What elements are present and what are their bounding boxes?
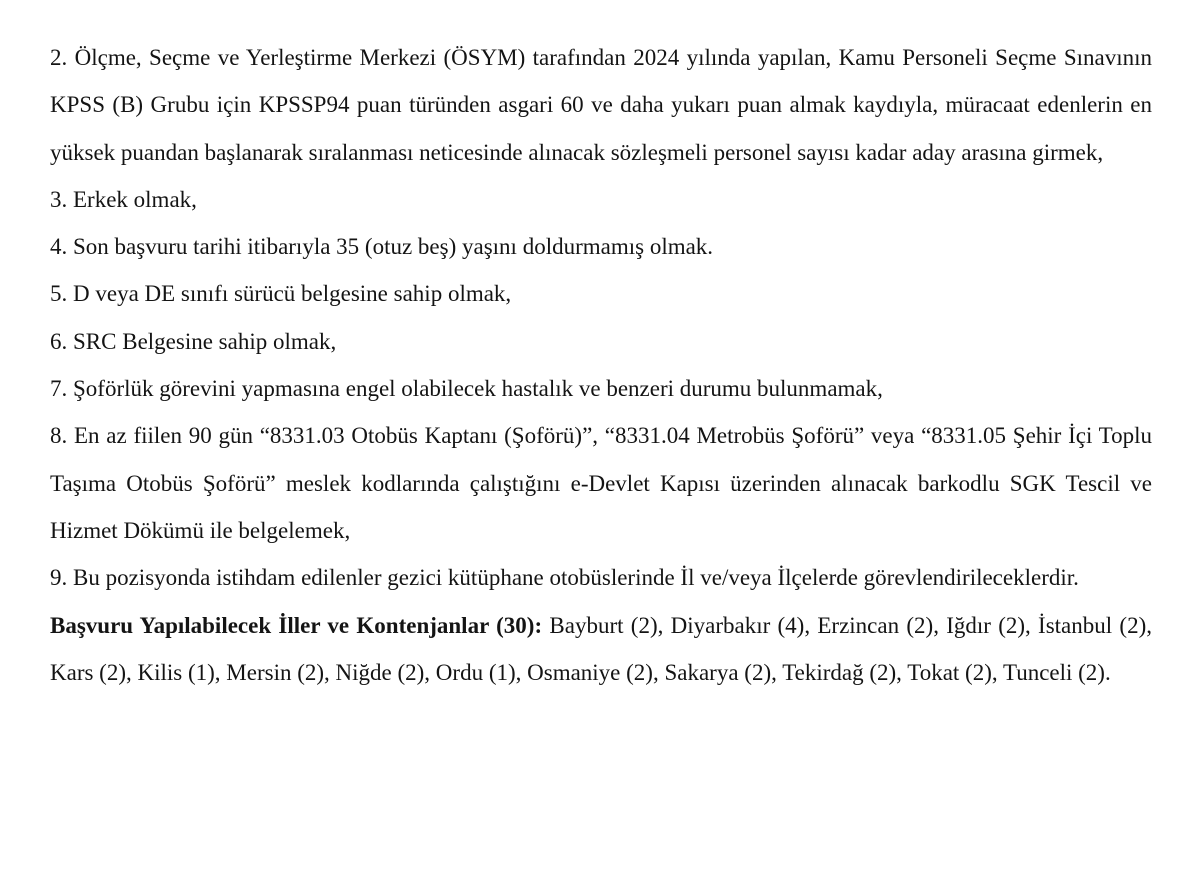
item-number: 7. (50, 376, 68, 402)
quota-text: Bayburt (2), Diyarbakır (4), Erzincan (2), Iğdır (2), İstanbul (2), Kars (2), Kilis (1), Mersin (2), Niğde (2), Ordu (1), Osmaniye (2), Sakarya (2), Tekirdağ (2), Tokat (2), Tunceli (2). (50, 612, 1152, 685)
item-text: SRC Belgesine sahip olmak, (73, 328, 337, 354)
requirement-item-7 (50, 365, 1152, 412)
quota-paragraph (50, 602, 1152, 697)
requirement-item-8 (50, 412, 1152, 554)
requirement-item-3 (50, 176, 1152, 223)
item-number: 5. (50, 281, 68, 307)
requirement-item-4 (50, 223, 1152, 270)
item-text: Son başvuru tarihi itibarıyla 35 (otuz beş) yaşını doldurmamış olmak. (73, 234, 714, 260)
requirement-item-9 (50, 554, 1152, 601)
item-number: 2. (50, 45, 68, 70)
item-text: Ölçme, Seçme ve Yerleştirme Merkezi (ÖSYM) tarafından 2024 yılında yapılan, Kamu Personeli Seçme Sınavının KPSS (B) Grubu için KPSSP94 puan türünden asgari 60 ve daha yukarı puan almak kaydıyla, müracaat edenlerin en yüksek puandan başlanarak sıralanması neticesinde alınacak sözleşmeli personel sayısı kadar aday arasına girmek, (50, 45, 1152, 165)
item-number: 9. (50, 565, 68, 591)
requirement-item-6 (50, 318, 1152, 365)
item-number: 4. (50, 234, 68, 260)
item-number: 8. (50, 423, 68, 449)
item-text: Erkek olmak, (73, 186, 197, 212)
requirement-item-2 (50, 34, 1152, 176)
item-text: En az fiilen 90 gün “8331.03 Otobüs Kaptanı (Şoförü)”, “8331.04 Metrobüs Şoförü” veya “8331.05 Şehir İçi Toplu Taşıma Otobüs Şoförü” meslek kodlarında çalıştığını e-Devlet Kapısı üzerinden alınacak barkodlu SGK Tescil ve Hizmet Dökümü ile belgelemek, (50, 423, 1152, 543)
item-number: 6. (50, 328, 68, 354)
quota-label: Başvuru Yapılabilecek İller ve Kontenjanlar (30): (50, 612, 543, 638)
item-text: Şoförlük görevini yapmasına engel olabilecek hastalık ve benzeri durumu bulunmamak, (73, 376, 883, 402)
requirement-item-5 (50, 270, 1152, 317)
item-text: D veya DE sınıfı sürücü belgesine sahip olmak, (73, 281, 512, 307)
item-text: Bu pozisyonda istihdam edilenler gezici kütüphane otobüslerinde İl ve/veya İlçelerde görevlendirileceklerdir. (73, 565, 1079, 591)
item-number: 3. (50, 186, 68, 212)
